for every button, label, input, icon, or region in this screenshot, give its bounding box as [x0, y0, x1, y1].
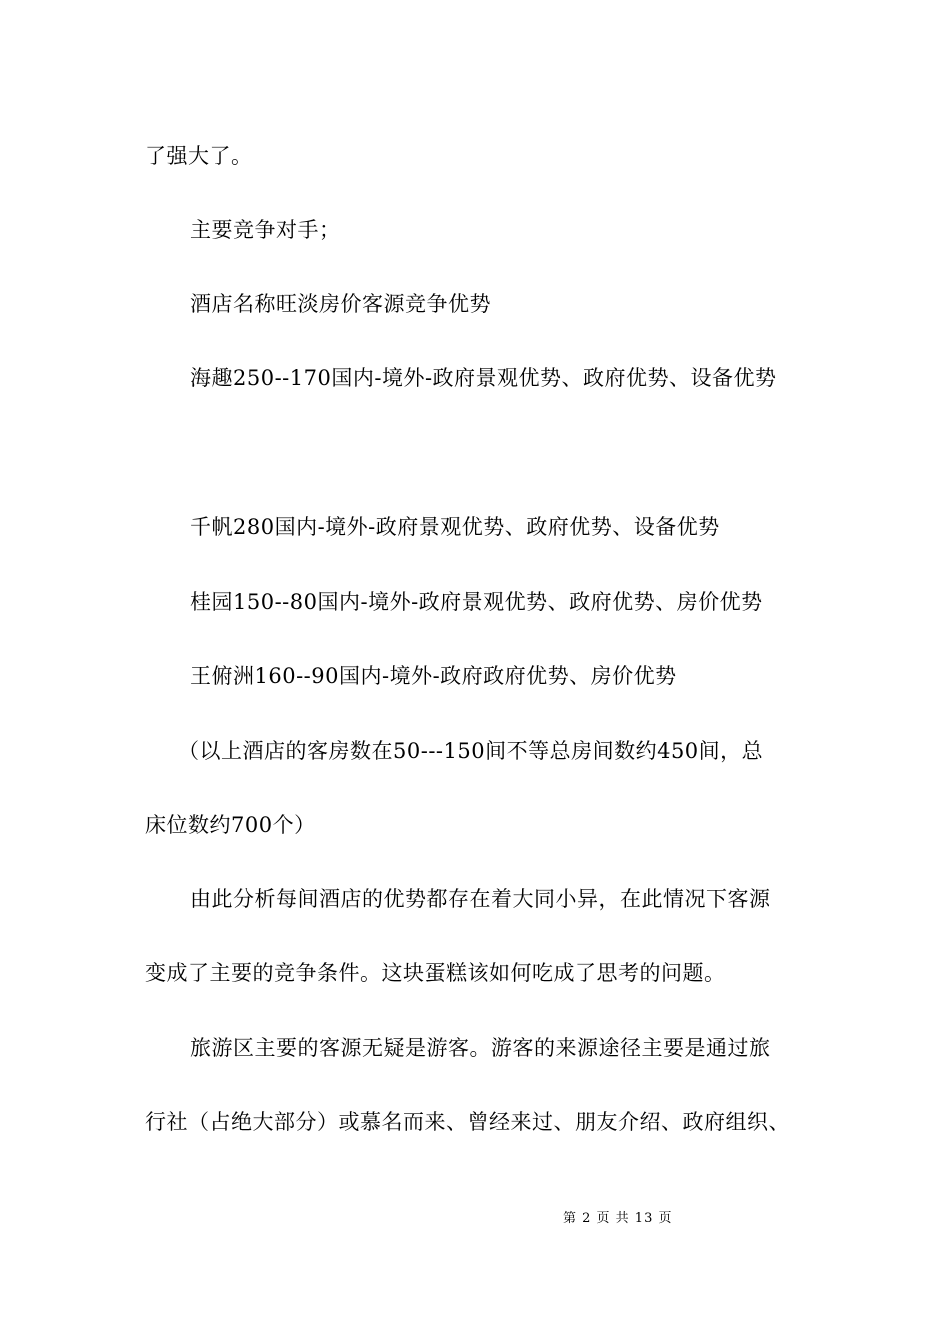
page-number-footer: 第 2 页 共 13 页	[563, 1211, 673, 1226]
paragraph-line: 酒店名称旺淡房价客源竞争优势	[190, 292, 491, 316]
paragraph-line: （以上酒店的客房数在50---150间不等总房间数约450间，总	[178, 739, 764, 763]
paragraph-line: 了强大了。	[145, 144, 253, 168]
paragraph-line: 海趣250--170国内-境外-政府景观优势、政府优势、设备优势	[190, 366, 777, 390]
paragraph-line: 王俯洲160--90国内-境外-政府政府优势、房价优势	[190, 664, 677, 688]
paragraph-line: 变成了主要的竞争条件。这块蛋糕该如何吃成了思考的问题。	[145, 961, 726, 985]
paragraph-line: 旅游区主要的客源无疑是游客。游客的来源途径主要是通过旅	[190, 1036, 771, 1060]
paragraph-line: 千帆280国内-境外-政府景观优势、政府优势、设备优势	[190, 515, 720, 539]
paragraph-line: 桂园150--80国内-境外-政府景观优势、政府优势、房价优势	[190, 590, 763, 614]
paragraph-line: 床位数约700个）	[145, 813, 316, 837]
paragraph-line: 行社（占绝大部分）或慕名而来、曾经来过、朋友介绍、政府组织、	[145, 1110, 790, 1134]
paragraph-line: 主要竞争对手；	[190, 218, 341, 242]
paragraph-line: 由此分析每间酒店的优势都存在着大同小异，在此情况下客源	[190, 887, 771, 911]
